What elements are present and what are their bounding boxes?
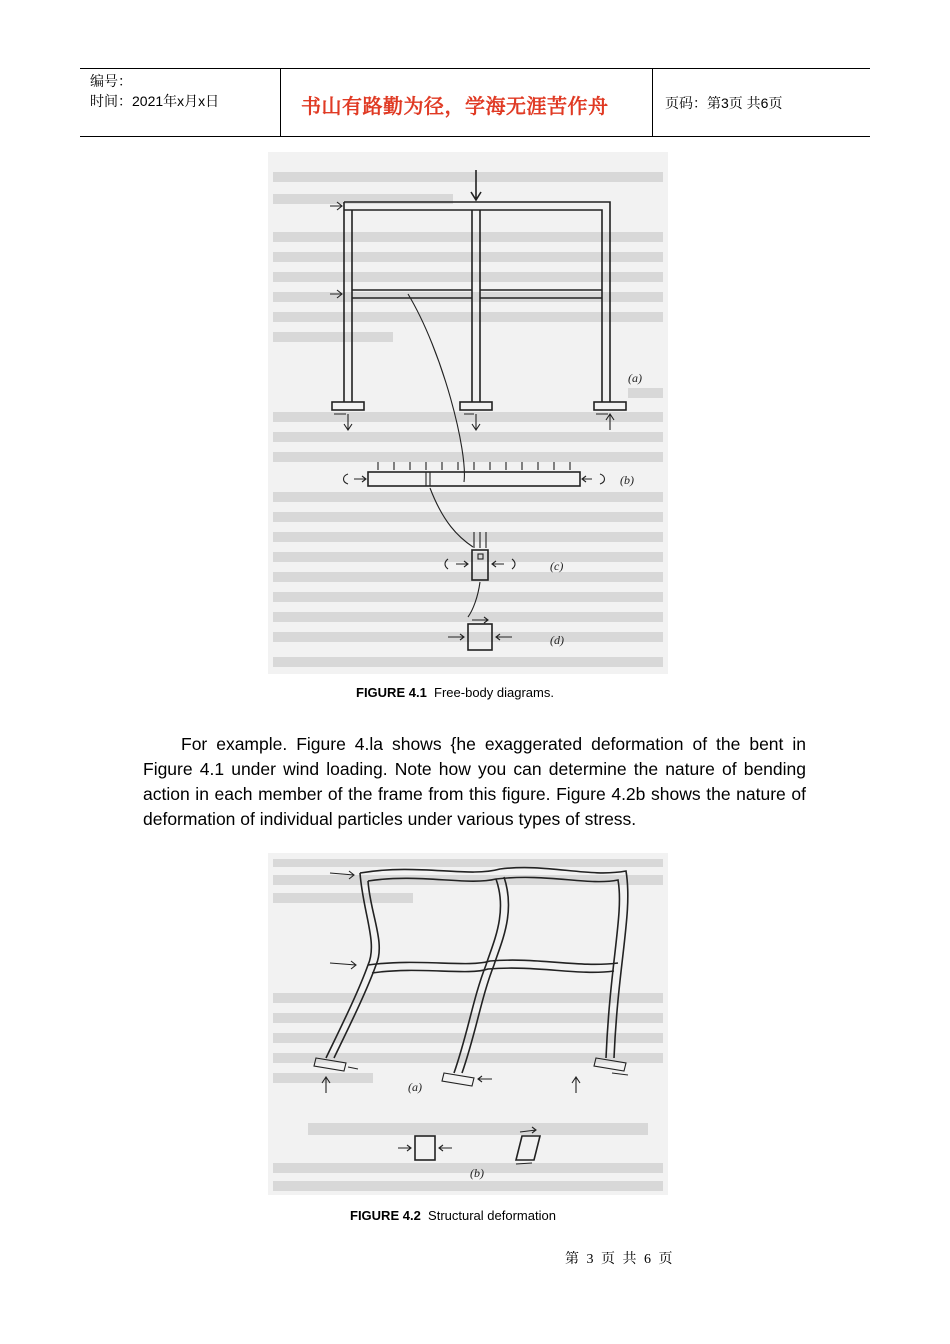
ghost-text xyxy=(273,172,663,667)
body-paragraph xyxy=(143,732,806,832)
figure-4-2-image xyxy=(268,853,668,1195)
motto-text: 书山有路勤为径，学海无涯苦作舟 xyxy=(301,96,609,118)
header-motto-cell xyxy=(281,69,653,136)
label-b: (b) xyxy=(620,473,634,487)
page-footer: 第 3 页 共 6 页 xyxy=(565,1252,675,1267)
paragraph-text: For example. Figure 4.la shows {he exaggerated deformation of the bent in Figure 4.1 under wind loading. Note how you can determine the nature of bending action in each member of the frame from this figure. Figure 4.2b shows the nature of deformation of individual particles under various types of stress. xyxy=(143,734,806,829)
number-label: 编号： xyxy=(90,73,132,89)
label-c: (c) xyxy=(550,559,564,573)
label-d: (d) xyxy=(550,633,564,647)
page-info: 页码：第3页 共6页 xyxy=(665,95,783,111)
figure-4-1-number: FIGURE 4.1 xyxy=(356,685,427,700)
figure-4-2-title: Structural deformation xyxy=(428,1208,556,1223)
figure-4-1-title: Free-body diagrams. xyxy=(434,685,554,700)
label-2a: (a) xyxy=(408,1080,422,1094)
free-body-diagram-drawing xyxy=(268,152,668,674)
figure-4-1-caption xyxy=(356,685,554,700)
figure-4-2-caption xyxy=(350,1208,556,1223)
figure-4-1-image xyxy=(268,152,668,674)
date-label: 时间：2021年x月x日 xyxy=(90,93,220,109)
header-info-cell xyxy=(80,69,281,136)
structural-deformation-drawing xyxy=(268,853,668,1195)
label-a: (a) xyxy=(628,371,642,385)
label-2b: (b) xyxy=(470,1166,484,1180)
header-page-cell xyxy=(653,69,870,136)
figure-4-2-number: FIGURE 4.2 xyxy=(350,1208,421,1223)
document-header xyxy=(80,68,870,137)
